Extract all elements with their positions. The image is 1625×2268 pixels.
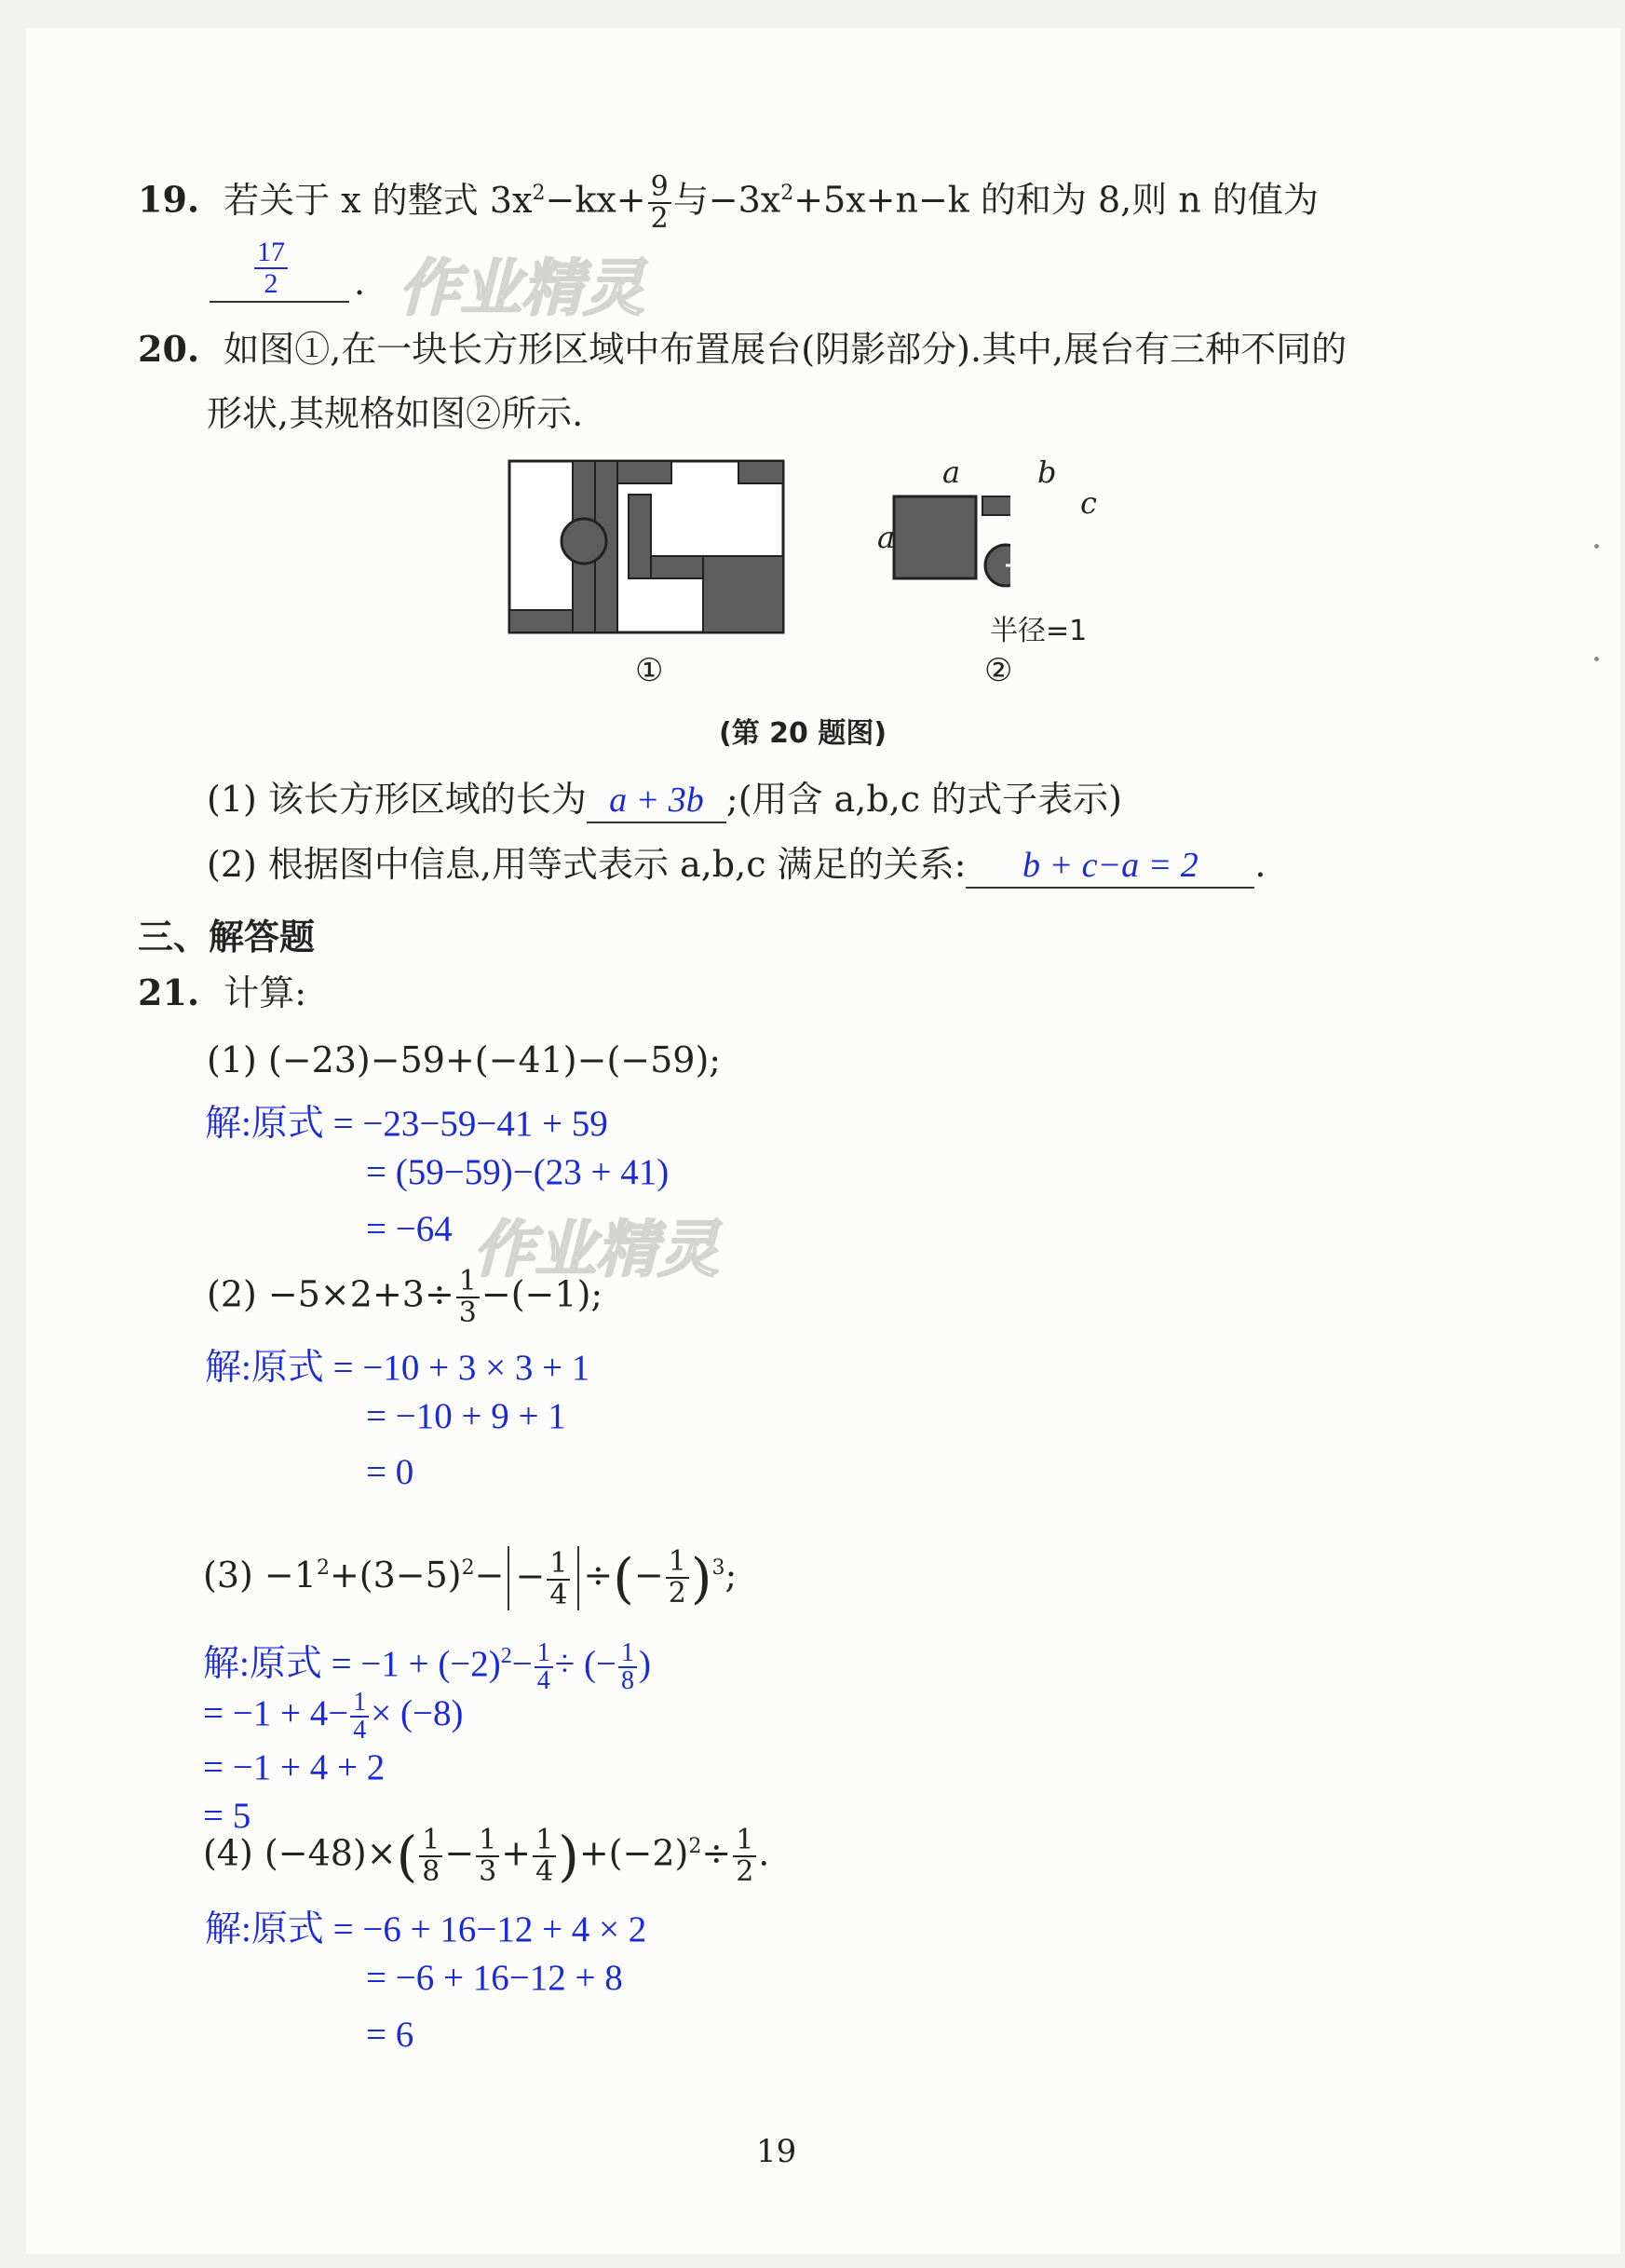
fig1-top-bar [617,461,671,483]
q19-text-d: +5x+n−k 的和为 8,则 n 的值为 [793,179,1319,221]
q19-sq-2: 2 [780,182,794,205]
q19-answer: $\frac{17}{2}$ [254,238,288,299]
scan-speck [1594,657,1599,661]
q20-p2-text: (2) 根据图中信息,用等式表示 a,b,c 满足的关系: [207,844,967,885]
fig2-label-a-left: a [877,520,896,555]
q20-line-1: 如图①,在一块长方形区域中布置展台(阴影部分).其中,展台有三种不同的 [223,329,1347,370]
q21-p2-step-1: 解:原式 = −10 + 3 × 3 + 1 [205,1348,590,1388]
q21-p2-step-2: = −10 + 9 + 1 [366,1396,566,1436]
q20-part-1 [207,778,1122,823]
page-number: 19 [756,2133,797,2170]
fig1-circle [562,519,606,564]
fig1-center-bar [651,556,703,578]
fig1-top-right-bar [738,461,783,483]
q19-text-b: −kx+ [545,179,646,221]
q19-period: . [354,262,366,303]
q20-part-2 [207,843,1266,889]
fig2-label-b: b [1037,455,1057,490]
q21-p3-sq-2: 2 [461,1556,475,1581]
q21-p4-step-3: = 6 [366,2015,414,2055]
question-number: 20. [138,328,200,370]
q21-p3-part-c: − [474,1554,505,1596]
q21-p3-cube: 3 [711,1556,725,1581]
q21-p2-fraction: $\frac{1}{3}$ [456,1267,480,1328]
q21-p4-step-1: 解:原式 = −6 + 16−12 + 4 × 2 [205,1909,647,1949]
q19-fraction: $\frac{9}{2}$ [648,172,671,234]
q20-p2-answer: b + c−a = 2 [1022,846,1198,885]
fig1-square [703,556,783,632]
q21-p3-part-e: ; [724,1554,738,1596]
q21-p1-problem: (1) (−23)−59+(−41)−(−59); [207,1039,722,1080]
q21-p2-problem [207,1267,603,1328]
section-title: 三、解答题 [138,917,316,957]
q21-p3-fraction: $\frac{1}{2}$ [666,1547,689,1609]
q21-p3-step-3: = −1 + 4 + 2 [203,1747,386,1787]
q20-p2-blank [966,843,1254,889]
fig1-center-strip [629,495,651,578]
q21-p1-step-1: 解:原式 = −23−59−41 + 59 [205,1104,608,1144]
q19-answer-blank [210,238,349,303]
q21-p2-problem-b: −(−1); [481,1273,603,1315]
q21-p2-step-3: = 0 [366,1452,414,1492]
q21-p3-step-2: = −1 + 4− $\frac{1}{4}$ × (−8) [203,1688,464,1745]
q20-p1-text: (1) 该长方形区域的长为 [207,779,587,820]
q21-p3-part-d: ÷ [583,1554,614,1596]
q21-p3-part-a: (3) −1 [203,1554,317,1596]
q21-p1-step-2: = (59−59)−(23 + 41) [366,1152,670,1192]
fig2-radius-label: 半径=1 [990,615,1088,647]
fig2-label-c: c [1080,485,1097,521]
q21-p3-sq-1: 2 [316,1556,330,1581]
q20-p1-blank [587,778,726,823]
q21-p3-problem: $(3) -1^2+(3-5)^2-$ − $\frac{1}{4}$ ÷(− $\frac{1}{2}$ )$^3$; [203,1545,738,1611]
q21-p4-step-2: = −6 + 16−12 + 8 [366,1958,623,1998]
watermark: 作业精灵 [473,1214,719,1285]
fig2-label-a-top: a [942,455,961,490]
q19-text-a: 若关于 x 的整式 3x [223,179,533,221]
q21-p3-step-1: 解:原式 = $-1 + (-2)^2-$ $\frac{1}{4}$ ÷ (− $\frac{1}{8}$ ) [203,1638,651,1696]
question-21 [138,971,306,1014]
q20-p1-tail: ;(用含 a,b,c 的式子表示) [725,779,1122,820]
question-number: 19. [138,178,200,221]
fig2-rect [982,496,1010,515]
scan-speck [1594,544,1599,549]
q19-text-c: 与−3x [672,179,781,221]
q20-p2-tail: . [1254,844,1266,885]
q20-p1-answer: a + 3b [609,781,704,820]
question-19 [138,172,1319,234]
figure-2 [889,492,1010,604]
q19-sq-1: 2 [532,182,546,205]
question-number: 21. [138,971,200,1013]
q21-p1-step-3: = −64 [366,1209,453,1249]
q21-p3-step-4: = 5 [203,1796,251,1836]
question-20 [138,328,1347,371]
q21-p3-abs-value: − $\frac{1}{4}$ [508,1546,579,1610]
figure-1 [508,459,787,636]
figure-caption: (第 20 题图) [719,717,887,750]
fig2-square [894,496,976,578]
q21-p3-part-b: +(3−5) [329,1554,462,1596]
q21-p2-problem-a: (2) −5×2+3÷ [207,1273,454,1315]
fig1-bottom-left-bar [509,610,573,632]
figure-1-label: ① [635,652,664,689]
watermark: 作业精灵 [399,252,644,324]
q20-line-2: 形状,其规格如图②所示. [207,393,584,434]
figure-2-label: ② [984,652,1013,689]
q21-p4-problem: (4) (−48)×( $\frac{1}{8}$ − $\frac{1}{3}$ + $\frac{1}{4}$ )$+(-2)^2\div$ $\frac{1}{2}$ . [203,1824,770,1889]
q21-title: 计算: [223,972,307,1013]
